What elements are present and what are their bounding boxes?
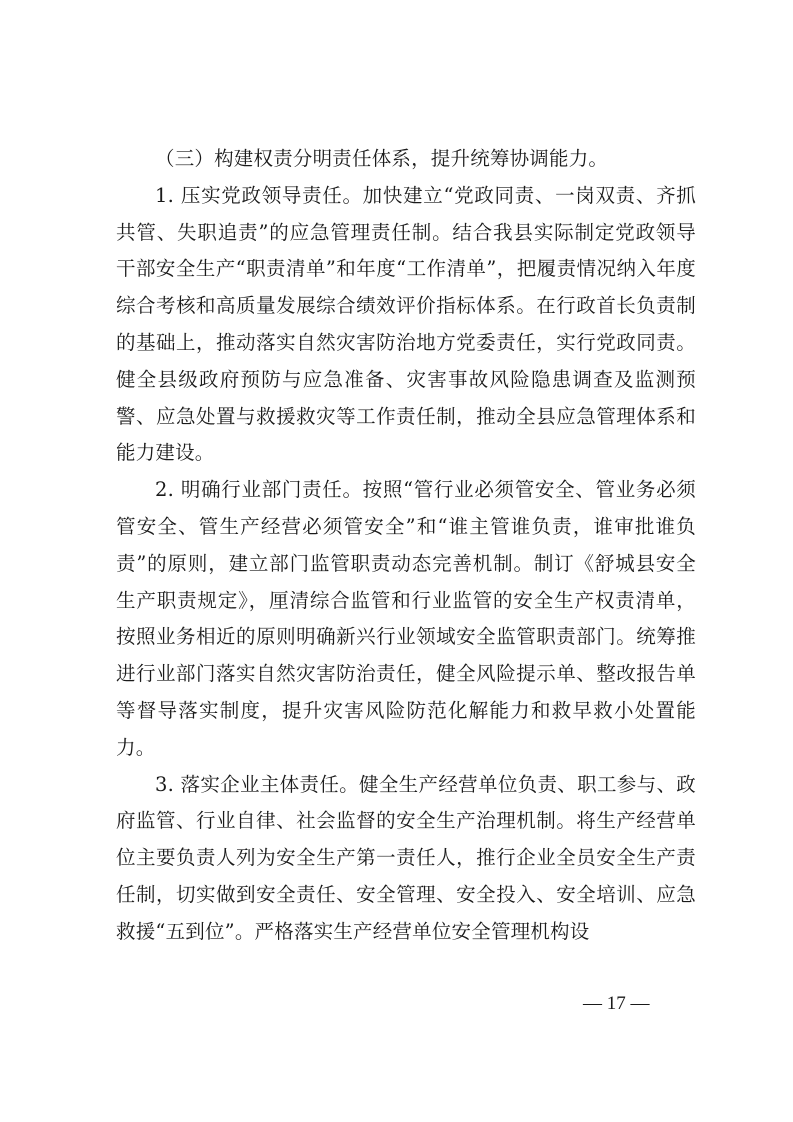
section-heading: （三）构建权责分明责任体系，提升统筹协调能力。 — [155, 147, 609, 170]
paragraph-3: 3. 落实企业主体责任。健全生产经营单位负责、职工参与、政府监管、行业自律、社会监督的安全生产治理机制。将生产经营单位主要负责人列为安全生产第一责任人，推行企业全员安全生产责任制，切实做到安全责任、安全管理、安全投入、安全培训、应急救援“五到位”。严格落实生产经营单位安全管理机构设 — [116, 772, 696, 943]
paragraph-2: 2. 明确行业部门责任。按照“管行业必须管安全、管业务必须管安全、管生产经营必须管安全”和“谁主管谁负责，谁审批谁负责”的原则，建立部门监管职责动态完善机制。制订《舒城县安全生产职责规定》，厘清综合监管和行业监管的安全生产权责清单，按照业务相近的原则明确新兴行业领域安全监管职责部门。统筹推进行业部门落实自然灾害防治责任，健全风险提示单、整改报告单等督导落实制度，提升灾害风险防范化解能力和救早救小处置能力。 — [116, 478, 696, 759]
page-number: — 17 — — [583, 993, 650, 1014]
body-text — [116, 141, 696, 951]
paragraph-1: 1. 压实党政领导责任。加快建立“党政同责、一岗双责、齐抓共管、失职追责”的应急管理责任制。结合我县实际制定党政领导干部安全生产“职责清单”和年度“工作清单”，把履责情况纳入年度综合考核和高质量发展综合绩效评价指标体系。在行政首长负责制的基础上，推动落实自然灾害防治地方党委责任，实行党政同责。健全县级政府预防与应急准备、灾害事故风险隐患调查及监测预警、应急处置与救援救灾等工作责任制，推动全县应急管理体系和能力建设。 — [116, 183, 696, 465]
